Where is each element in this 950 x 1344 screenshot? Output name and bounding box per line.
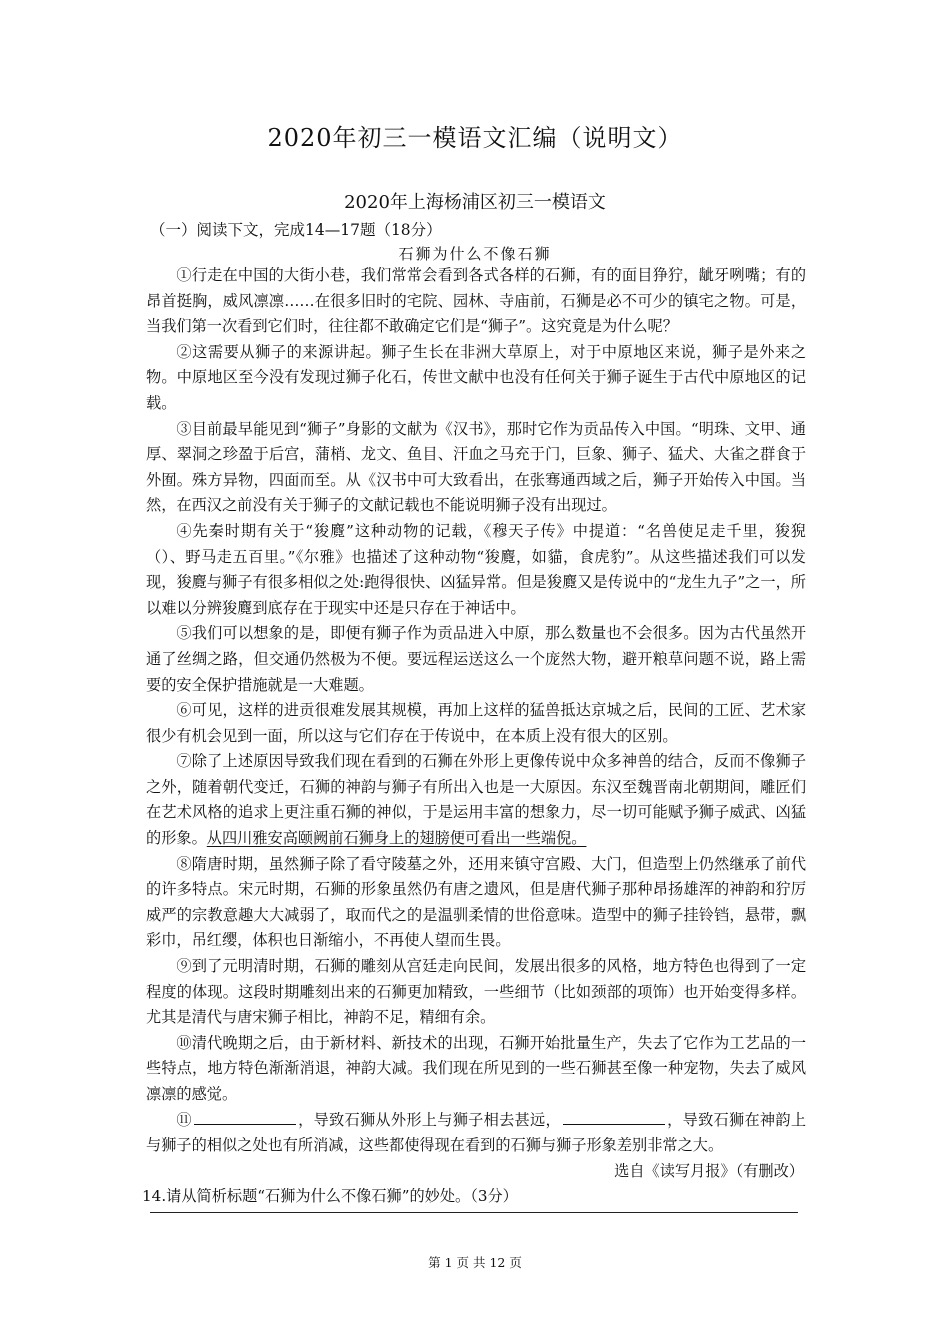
paragraph-9: ⑨到了元明清时期，石狮的雕刻从宫廷走向民间，发展出很多的风格，地方特色也得到了一定程度的体现。这段时期雕刻出来的石狮更加精致，一些细节（比如颈部的项饰）也开始变得多样。尤其是清代与唐宋狮子相比，神韵不足，精细有余。 (146, 957, 806, 1027)
page-footer: 第 1 页 共 12 页 (428, 1255, 522, 1270)
exam-subtitle: 2020年上海杨浦区初三一模语文 (344, 192, 606, 213)
paragraph-11-end: ，导致石狮在神韵上与狮子的相似之处也有所消减，这些都使得现在看到的石狮与狮子形象差别非常之大。 (146, 1110, 807, 1155)
underlined-sentence: 从四川雅安高颐阙前石狮身上的翅膀便可看出一些端倪。 (206, 829, 587, 848)
paragraph-4: ④先秦时期有关于“狻麑”这种动物的记载，《穆天子传》中提道：“名兽使足走千里，狻猊（）、野马走五百里。”《尔雅》也描述了这种动物“狻麑，如貓，食虎豹”。从这些描述我们可以发现，狻麑与狮子有很多相似之处:跑得很快、凶猛异常。但是狻麑又是传说中的“龙生九子”之一，所以难以分辨狻麑到底存在于现实中还是只存在于神话中。 (146, 521, 806, 617)
paragraph-10: ⑩清代晚期之后，由于新材料、新技术的出现，石狮开始批量生产，失去了它作为工艺品的一些特点，地方特色渐渐消退，神韵大减。我们现在所见到的一些石狮甚至像一种宠物，失去了威风凛凛的感觉。 (146, 1033, 806, 1103)
paragraph-11 (146, 1108, 806, 1159)
fill-blank-2[interactable] (563, 1108, 665, 1125)
paragraph-3: ③目前最早能见到“狮子”身影的文献为《汉书》，那时它作为贡品传入中国。“明珠、文甲、通厚、翠洞之珍盈于后宫，蒲梢、龙文、鱼目、汗血之马充于门，巨象、狮子、猛犬、大雀之群食于外囿。殊方异物，四面而至。从《汉书中可大致看出，在张骞通西域之后，狮子开始传入中国。当然，在西汉之前没有关于狮子的文献记载也不能说明狮子没有出现过。 (146, 419, 806, 515)
paragraph-5: ⑤我们可以想象的是，即便有狮子作为贡品进入中原，那么数量也不会很多。因为古代虽然开通了丝绸之路，但交通仍然极为不便。要远程运送这么一个庞然大物，避开粮草问题不说，路上需要的安全保护措施就是一大难题。 (146, 624, 806, 694)
answer-line[interactable] (150, 1212, 798, 1213)
question-14: 14.请从简析标题“石狮为什么不像石狮”的妙处。（3分） (142, 1187, 518, 1206)
article-body (142, 263, 807, 1210)
paragraph-6: ⑥可见，这样的进贡很难发展其规模，再加上这样的猛兽抵达京城之后，民间的工匠、艺术家很少有机会见到一面，所以这与它们存在于传说中，在本质上没有很大的区别。 (146, 701, 806, 745)
article-title: 石狮为什么不像石狮 (398, 245, 552, 263)
section-instruction: （一）阅读下文，完成14—17题（18分） (150, 221, 442, 239)
document-title: 2020年初三一模语文汇编（说明文） (267, 124, 683, 152)
source-citation: 选自《读写月报》（有删改） (614, 1161, 804, 1180)
paragraph-7-text: ⑦除了上述原因导致我们现在看到的石狮在外形上更像传说中众多神兽的结合，反而不像狮子之外，随着朝代变迁，石狮的神韵与狮子有所出入也是一大原因。东汉至魏晋南北朝期间，雕匠们在艺术风格的追求上更注重石狮的神似，于是运用丰富的想象力，尽一切可能赋予狮子威武、凶猛的形象。 (146, 752, 806, 848)
paragraph-11-number: ⑪ (176, 1110, 192, 1129)
paragraph-1: ①行走在中国的大街小巷，我们常常会看到各式各样的石狮，有的面目狰狞，龇牙咧嘴；有的昂首挺胸，威风凛凛……在很多旧时的宅院、园林、寺庙前，石狮是必不可少的镇宅之物。可是，当我们第一次看到它们时，往往都不敢确定它们是“狮子”。这究竟是为什么呢？ (146, 266, 806, 336)
paragraph-7 (146, 749, 806, 851)
fill-blank-1[interactable] (194, 1108, 296, 1125)
paragraph-8: ⑧隋唐时期，虽然狮子除了看守陵墓之外，还用来镇守宫殿、大门，但造型上仍然继承了前代的许多特点。宋元时期，石狮的形象虽然仍有唐之遗风，但是唐代狮子那种昂扬雄浑的神韵和狞厉威严的宗教意趣大大减弱了，取而代之的是温驯柔情的世俗意味。造型中的狮子挂铃铛，悬带，飘彩巾，吊红缨，体积也日渐缩小，不再使人望而生畏。 (146, 854, 806, 950)
paragraph-11-middle: ，导致石狮从外形上与狮子相去甚远， (297, 1110, 561, 1129)
paragraph-2: ②这需要从狮子的来源讲起。狮子生长在非洲大草原上，对于中原地区来说，狮子是外来之物。中原地区至今没有发现过狮子化石，传世文献中也没有任何关于狮子诞生于古代中原地区的记载。 (146, 342, 806, 412)
